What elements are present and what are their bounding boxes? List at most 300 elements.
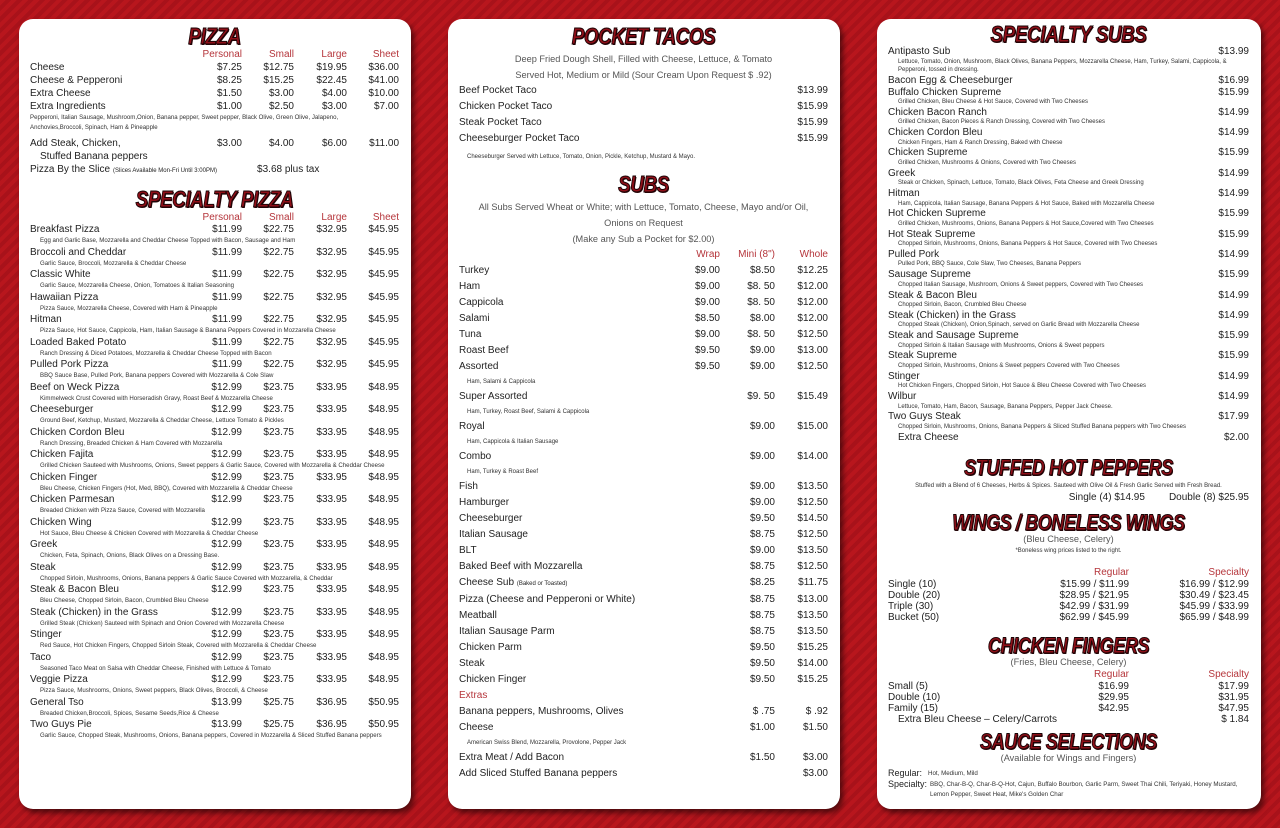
wings-table: [888, 566, 1249, 623]
item-price: $12.25: [797, 265, 828, 276]
item-name: Cheese: [30, 62, 65, 73]
specialty-price: $16.99 / $12.99: [1179, 578, 1249, 590]
menu-item: [888, 681, 1249, 692]
item-name-text: Chicken Finger: [459, 674, 527, 685]
item-price: $11.99: [212, 336, 242, 348]
item-price: $14.99: [1218, 289, 1249, 301]
item-price: $3.00: [802, 768, 828, 779]
item-price: $32.95: [316, 269, 347, 280]
menu-item: [888, 579, 1249, 590]
menu-item-slice: [30, 163, 399, 178]
item-price: [670, 624, 720, 640]
item-name: Triple (30): [888, 600, 934, 612]
item-price: $50.95: [368, 696, 399, 708]
item-note: (Baked or Toasted): [516, 581, 568, 587]
item-price: $45.95: [368, 336, 399, 348]
menu-item: [30, 61, 399, 74]
item-description: Grilled Chicken Sauteed with Mushrooms, Onions, Sweet peppers & Garlic Sauce, Covered with Mozzarella & Cheddar Cheese: [40, 462, 385, 469]
item-price: $23.75: [263, 651, 294, 663]
item-price: $33.95: [316, 674, 347, 685]
menu-item: [459, 419, 828, 435]
item-price: $12.99: [211, 629, 242, 640]
item-price: $15.00: [797, 421, 828, 432]
item-name: [459, 559, 670, 575]
item-description: Grilled Chicken, Mushrooms & Onions, Covered with Two Cheeses: [898, 159, 1076, 166]
menu-item: [30, 427, 399, 439]
item-name: Cheese & Pepperoni: [30, 75, 123, 86]
item-price: [670, 495, 720, 511]
wings-headers: [888, 566, 1249, 579]
item-price: $33.95: [316, 561, 347, 573]
item-price: $12.99: [211, 404, 242, 415]
item-price: $33.95: [316, 584, 347, 595]
item-name: Small (5): [888, 680, 929, 692]
item-price: $9.00: [749, 361, 775, 372]
item-price: $ 1.84: [1221, 713, 1249, 725]
item-name: [459, 311, 670, 327]
item-price: $33.95: [316, 471, 347, 483]
item-name: Bucket (50): [888, 611, 940, 623]
extras-label: [459, 688, 828, 704]
item-name: [459, 575, 670, 592]
item-price: $22.75: [263, 359, 294, 370]
item-name: General Tso: [30, 696, 84, 708]
item-price: $32.95: [316, 291, 347, 303]
double-price: Double (8) $25.95: [1168, 491, 1249, 503]
regular-price: $42.99 / $31.99: [1059, 600, 1129, 612]
item-name: Bacon Egg & Cheeseburger: [888, 75, 1013, 87]
item-name-text: Fish: [459, 481, 478, 492]
item-price: $8.25: [749, 577, 775, 588]
item-price: $32.95: [316, 314, 347, 325]
item-price: $14.99: [1218, 106, 1249, 118]
pizza-size-headers: [30, 48, 399, 61]
item-price: $22.75: [263, 269, 294, 280]
item-price: $9.00: [749, 451, 775, 462]
item-price: $15.99: [1218, 208, 1249, 220]
item-name: Broccoli and Cheddar: [30, 246, 127, 258]
item-name: Extra Cheese: [30, 88, 91, 99]
item-price: $2.50: [268, 101, 294, 112]
item-price: $33.95: [316, 381, 347, 393]
menu-item: [888, 75, 1249, 87]
item-name: Steak & Bacon Bleu: [30, 584, 119, 595]
item-name: [459, 704, 670, 720]
menu-item: [459, 389, 828, 405]
menu-item: [888, 310, 1249, 322]
menu-item: [30, 449, 399, 461]
menu-item: [888, 208, 1249, 220]
menu-item: [888, 290, 1249, 302]
item-price: $48.95: [368, 674, 399, 685]
menu-item: [30, 629, 399, 641]
item-name: Two Guys Steak: [888, 411, 961, 423]
item-price: [670, 389, 720, 405]
item-name: Cheeseburger Pocket Taco: [459, 133, 580, 144]
menu-item: [459, 704, 828, 720]
item-price: $15.49: [797, 391, 828, 402]
item-name: [459, 343, 670, 359]
item-price: $33.95: [316, 606, 347, 618]
item-price: $1.00: [216, 101, 242, 112]
item-price: $1.00: [749, 722, 775, 733]
item-name: Pizza By the Slice: [30, 164, 111, 175]
menu-item: [459, 640, 828, 656]
item-price: $22.75: [263, 246, 294, 258]
regular-price: $28.95 / $21.95: [1059, 589, 1129, 601]
specialty-subs-title: SPECIALTY SUBS: [990, 21, 1147, 47]
menu-item: [459, 624, 828, 640]
item-price: $48.95: [368, 561, 399, 573]
size-header: Personal: [202, 49, 242, 60]
item-price: $8.50: [694, 313, 720, 324]
menu-item: [30, 674, 399, 686]
item-name: Steak and Sausage Supreme: [888, 330, 1019, 342]
item-price: $11.75: [798, 577, 828, 588]
item-price: [670, 479, 720, 495]
item-price: [670, 527, 720, 543]
item-description: Chopped Sirloin, Mushrooms, Onions, Banana peppers & Garlic Sauce Covered with Mozzarella, & Cheddar: [40, 574, 333, 582]
item-name: [459, 543, 670, 559]
slice-note: (Slices Available Mon-Fri Until 3:00PM): [113, 168, 217, 174]
item-description: American Swiss Blend, Mozzarella, Provolone, Pepper Jack: [467, 740, 627, 746]
item-description: Pulled Pork, BBQ Sauce, Cole Slaw, Two Cheeses, Banana Peppers: [898, 261, 1081, 268]
tacos-note: Cheeseburger Served with Lettuce, Tomato, Onion, Pickle, Ketchup, Mustard & Mayo.: [467, 154, 696, 160]
menu-item: [888, 391, 1249, 403]
item-price: $12.00: [797, 313, 828, 324]
item-price: $11.99: [212, 246, 242, 258]
item-price: $8.75: [749, 594, 775, 605]
size-header: Small: [268, 49, 294, 60]
menu-item: [30, 337, 399, 349]
item-price: $32.95: [316, 246, 347, 258]
item-name: [459, 263, 670, 279]
item-name: Extra Ingredients: [30, 101, 106, 112]
size-header: Mini (8"): [738, 249, 775, 260]
pizza-panel: [19, 19, 411, 809]
item-description: Bleu Cheese, Chicken Fingers (Hot, Med, BBQ), Covered with Mozzarella & Cheddar Cheese: [40, 484, 293, 492]
stuffed-peppers-prices: [888, 491, 1249, 504]
item-price: $9.00: [694, 265, 720, 276]
item-price: $48.95: [368, 516, 399, 528]
item-name: Breakfast Pizza: [30, 224, 100, 235]
menu-item: [30, 404, 399, 416]
menu-item: [30, 359, 399, 371]
item-description: Ham, Cappicola, Italian Sausage, Banana Peppers & Hot Sauce, Baked with Mozzarella Cheese: [898, 200, 1155, 207]
item-price: $12.99: [211, 674, 242, 685]
item-price: $12.99: [211, 606, 242, 618]
item-price: $23.75: [263, 629, 294, 640]
item-description: Red Sauce, Hot Chicken Fingers, Chopped Sirloin Steak, Covered with Mozzarella & Cheddar Cheese: [40, 642, 317, 649]
item-price: $12.50: [797, 529, 828, 540]
item-price: $15.99: [797, 133, 828, 144]
wings-note: *Boneless wing prices listed to the right.: [1015, 547, 1122, 554]
menu-item: [30, 74, 399, 87]
item-price: $8.25: [216, 75, 242, 86]
item-price: $9.00: [694, 281, 720, 292]
regular-price: $29.95: [1098, 691, 1129, 703]
item-name-text: Combo: [459, 451, 492, 462]
item-name-text: Ham: [459, 281, 481, 292]
item-price: [670, 672, 720, 688]
item-price: [670, 720, 720, 736]
item-name: Chicken Fajita: [30, 449, 94, 460]
menu-item: [888, 703, 1249, 714]
item-price: $22.75: [263, 291, 294, 303]
item-price: $13.50: [797, 545, 828, 556]
subs-intro: Onions on Request: [604, 218, 683, 228]
menu-item: [459, 279, 828, 295]
item-price: $12.99: [211, 471, 242, 483]
subs-list: [459, 263, 828, 688]
fingers-list: [888, 681, 1249, 714]
menu-item: [459, 750, 828, 766]
ingredients-note: Pepperoni, Italian Sausage, Mushroom,Onion, Banana pepper, Sweet pepper, Black Olive, Green Olive, Jalapeno, Anchovies,Broccoli, Spinach, Ham & Pineapple: [30, 114, 339, 131]
sauce-label: Specialty:: [888, 778, 928, 789]
item-price: $3.00: [321, 101, 347, 112]
item-price: $9.00: [749, 421, 775, 432]
item-price: $9.50: [749, 642, 775, 653]
item-price: $41.00: [368, 75, 399, 86]
item-price: $12.75: [263, 62, 294, 73]
item-name-text: Banana peppers, Mushrooms, Olives: [459, 706, 624, 717]
item-name-text: Cheese Sub: [459, 577, 515, 588]
item-price: $22.45: [316, 75, 347, 86]
item-price: [670, 419, 720, 435]
item-price: $48.95: [368, 381, 399, 393]
item-price: $1.50: [216, 88, 242, 99]
item-name-text: Roast Beef: [459, 345, 509, 356]
item-description: Pizza Sauce, Hot Sauce, Cappicola, Ham, Italian Sausage & Banana Peppers Covered in Mozzarella Cheese: [40, 327, 336, 334]
item-description: Lettuce, Tomato, Onion, Mushroom, Black Olives, Banana Peppers, Mozzarella Cheese, Ham, Turkey, Salami, Cappicola, & Pepperoni, tossed in dressing.: [898, 58, 1227, 74]
price-header: Specialty: [1208, 668, 1249, 680]
size-header: Large: [321, 212, 347, 223]
item-name-text: Extra Meat / Add Bacon: [459, 752, 565, 763]
single-price: Single (4) $14.95: [1068, 491, 1145, 503]
item-name: Hot Steak Supreme: [888, 228, 976, 240]
item-price: $12.99: [211, 539, 242, 550]
item-price: $12.99: [211, 516, 242, 528]
menu-item: [459, 263, 828, 279]
item-name: [459, 608, 670, 624]
item-name-text: Cheese: [459, 722, 494, 733]
menu-item: [459, 343, 828, 359]
item-name: Buffalo Chicken Supreme: [888, 86, 1002, 98]
menu-item: [30, 224, 399, 236]
menu-item: [888, 107, 1249, 119]
item-name: Chicken Wing: [30, 516, 92, 528]
item-name: Stinger: [888, 370, 920, 382]
item-description: Chopped Sirloin, Mushrooms, Onions, Banana Peppers & Sliced Stuffed Banana peppers with Two Cheeses: [898, 423, 1186, 430]
item-name: Single (10): [888, 578, 937, 590]
item-price: $14.99: [1218, 391, 1249, 403]
item-price: $12.50: [797, 329, 828, 340]
item-name: Hitman: [888, 188, 920, 200]
item-name-text: Super Assorted: [459, 391, 528, 402]
item-description: Ground Beef, Ketchup, Mustard, Mozzarella & Cheddar Cheese, Lettuce Tomato & Pickles: [40, 417, 284, 424]
menu-item: [459, 592, 828, 608]
item-description: Chopped Sirloin, Mushrooms, Onions & Sweet peppers Covered with Two Cheeses: [898, 362, 1120, 369]
wings-subtitle: (Bleu Cheese, Celery): [1023, 533, 1114, 544]
menu-item: [459, 83, 828, 99]
subs-intro: All Subs Served Wheat or White; with Lettuce, Tomato, Cheese, Mayo and/or Oil,: [478, 202, 809, 212]
menu-item: [888, 371, 1249, 383]
item-name-text: Meatball: [459, 610, 497, 621]
item-price: $48.95: [368, 449, 399, 460]
fingers-table: [888, 668, 1249, 725]
item-price: $12.99: [211, 449, 242, 460]
menu-item: [459, 311, 828, 327]
menu-item: [459, 656, 828, 672]
item-description: Chopped Sirloin, Mushrooms, Onions, Banana Peppers & Hot Sauce, Covered with Two Cheeses: [898, 241, 1158, 248]
menu-item: [30, 269, 399, 281]
item-price: $36.00: [368, 62, 399, 73]
item-price: $23.75: [263, 561, 294, 573]
menu-item: [30, 382, 399, 394]
item-price: $9.00: [749, 481, 775, 492]
item-price: $11.99: [212, 359, 242, 370]
menu-item: [459, 543, 828, 559]
item-description: Lettuce, Tomato, Ham, Bacon, Sausage, Banana Peppers, Pepper Jack Cheese.: [898, 403, 1113, 410]
item-name: Double (20): [888, 589, 941, 601]
item-price: $23.75: [263, 584, 294, 595]
menu-item: [888, 127, 1249, 139]
item-price: $15.25: [263, 75, 294, 86]
item-price: $7.00: [373, 101, 399, 112]
item-price: $22.75: [263, 224, 294, 235]
item-price: $36.95: [316, 719, 347, 730]
item-price: $32.95: [316, 224, 347, 235]
item-name: [459, 389, 670, 405]
item-price: $19.95: [316, 62, 347, 73]
item-price: $12.00: [797, 281, 828, 292]
sauce-specialty: [888, 779, 1249, 800]
item-description: Egg and Garlic Base, Mozzarella and Cheddar Cheese Topped with Bacon, Sausage and Ham: [40, 237, 296, 244]
item-price: $33.95: [316, 629, 347, 640]
item-name: Chicken Finger: [30, 471, 98, 483]
item-price: $48.95: [368, 606, 399, 618]
item-price: $8. 50: [747, 329, 775, 340]
item-price: $8.75: [749, 561, 775, 572]
size-header: Personal: [202, 212, 242, 223]
menu-item: [30, 607, 399, 619]
item-price: $9.00: [694, 329, 720, 340]
add-steak-line2: [30, 150, 399, 163]
item-name: [459, 720, 670, 736]
regular-price: $62.99 / $45.99: [1059, 611, 1129, 623]
menu-item: [30, 517, 399, 529]
item-name: [459, 527, 670, 543]
item-name-text: Baked Beef with Mozzarella: [459, 561, 583, 572]
size-header: Large: [321, 49, 347, 60]
menu-item: [459, 766, 828, 782]
item-name: Add Steak, Chicken,: [30, 138, 121, 149]
menu-item: [459, 720, 828, 736]
item-price: $9.50: [694, 361, 720, 372]
item-name: Steak Pocket Taco: [459, 117, 542, 128]
size-header: Whole: [799, 249, 828, 260]
item-price: $48.95: [368, 471, 399, 483]
item-price: [670, 704, 720, 720]
menu-item-extra-cheese: [888, 432, 1249, 443]
subs-title: SUBS: [618, 171, 669, 197]
menu-item: [888, 350, 1249, 362]
item-price: $8.50: [749, 265, 775, 276]
item-price: $33.95: [316, 426, 347, 438]
size-header: Wrap: [696, 249, 720, 260]
item-price: $50.95: [368, 719, 399, 730]
item-price: $13.99: [1218, 46, 1249, 57]
extras-heading: Extras: [459, 690, 488, 701]
tacos-subs-panel: [448, 19, 840, 809]
item-price: $23.75: [263, 516, 294, 528]
item-price: $9.50: [749, 513, 775, 524]
item-price: $13.99: [211, 696, 242, 708]
item-name: Chicken Parmesan: [30, 494, 115, 505]
item-description: Grilled Chicken, Bleu Cheese & Hot Sauce, Covered with Two Cheeses: [898, 99, 1088, 106]
item-description: Hot Sauce, Bleu Cheese & Chicken Covered with Mozzarella & Cheddar Cheese: [40, 529, 259, 537]
extras-list: [459, 704, 828, 782]
item-price: $14.99: [1218, 188, 1249, 200]
item-price: [670, 608, 720, 624]
item-price: $48.95: [368, 584, 399, 595]
item-price: $14.50: [797, 513, 828, 524]
item-name: Chicken Cordon Bleu: [30, 426, 125, 438]
item-price: $12.99: [211, 651, 242, 663]
item-description: Chopped Sirloin & Italian Sausage with Mushrooms, Onions & Sweet peppers: [898, 342, 1105, 349]
item-description: Ranch Dressing & Diced Potatoes, Mozzarella & Cheddar Cheese Topped with Bacon: [40, 349, 272, 357]
item-description: Kimmelweck Crust Covered with Horseradish Gravy, Roast Beef & Mozzarella Cheese: [40, 394, 273, 402]
item-name: Taco: [30, 651, 52, 663]
item-name-text: Pizza (Cheese and Pepperoni or White): [459, 594, 636, 605]
item-price: $11.99: [212, 291, 242, 303]
item-price: $14.00: [797, 451, 828, 462]
item-price: $12.99: [211, 494, 242, 505]
menu-item: [888, 601, 1249, 612]
item-name: [459, 495, 670, 511]
item-price: $23.75: [263, 606, 294, 618]
item-price: [670, 543, 720, 559]
menu-item: [30, 562, 399, 574]
item-price: $8.75: [749, 626, 775, 637]
item-name: [459, 592, 670, 608]
chicken-fingers-title: CHICKEN FINGERS: [987, 632, 1150, 658]
specialty-pizza-list: [30, 224, 399, 742]
item-price: $11.99: [212, 224, 242, 235]
item-name: Stinger: [30, 629, 62, 640]
item-price: [670, 511, 720, 527]
item-price: $ .75: [752, 706, 775, 717]
item-price: $23.75: [263, 539, 294, 550]
sauce-regular: [888, 768, 1249, 779]
item-price: $45.95: [368, 246, 399, 258]
size-header: Small: [268, 212, 294, 223]
item-price: $22.75: [263, 314, 294, 325]
item-price: $4.00: [268, 138, 294, 149]
specialty-subs-panel: [877, 19, 1261, 809]
item-price: [670, 656, 720, 672]
item-price: $ .92: [805, 706, 828, 717]
item-description: Pizza Sauce, Mozzarella Cheese, Covered with Ham & Pineapple: [40, 304, 218, 312]
item-price: $9.00: [749, 497, 775, 508]
item-price: $13.50: [797, 610, 828, 621]
item-name: Veggie Pizza: [30, 674, 88, 685]
item-price: [670, 640, 720, 656]
item-price: $48.95: [368, 629, 399, 640]
item-name: [459, 479, 670, 495]
menu-item: [30, 247, 399, 259]
item-description: BBQ Sauce Base, Pulled Pork, Banana peppers Covered with Mozzarella & Cole Slaw: [40, 372, 274, 379]
